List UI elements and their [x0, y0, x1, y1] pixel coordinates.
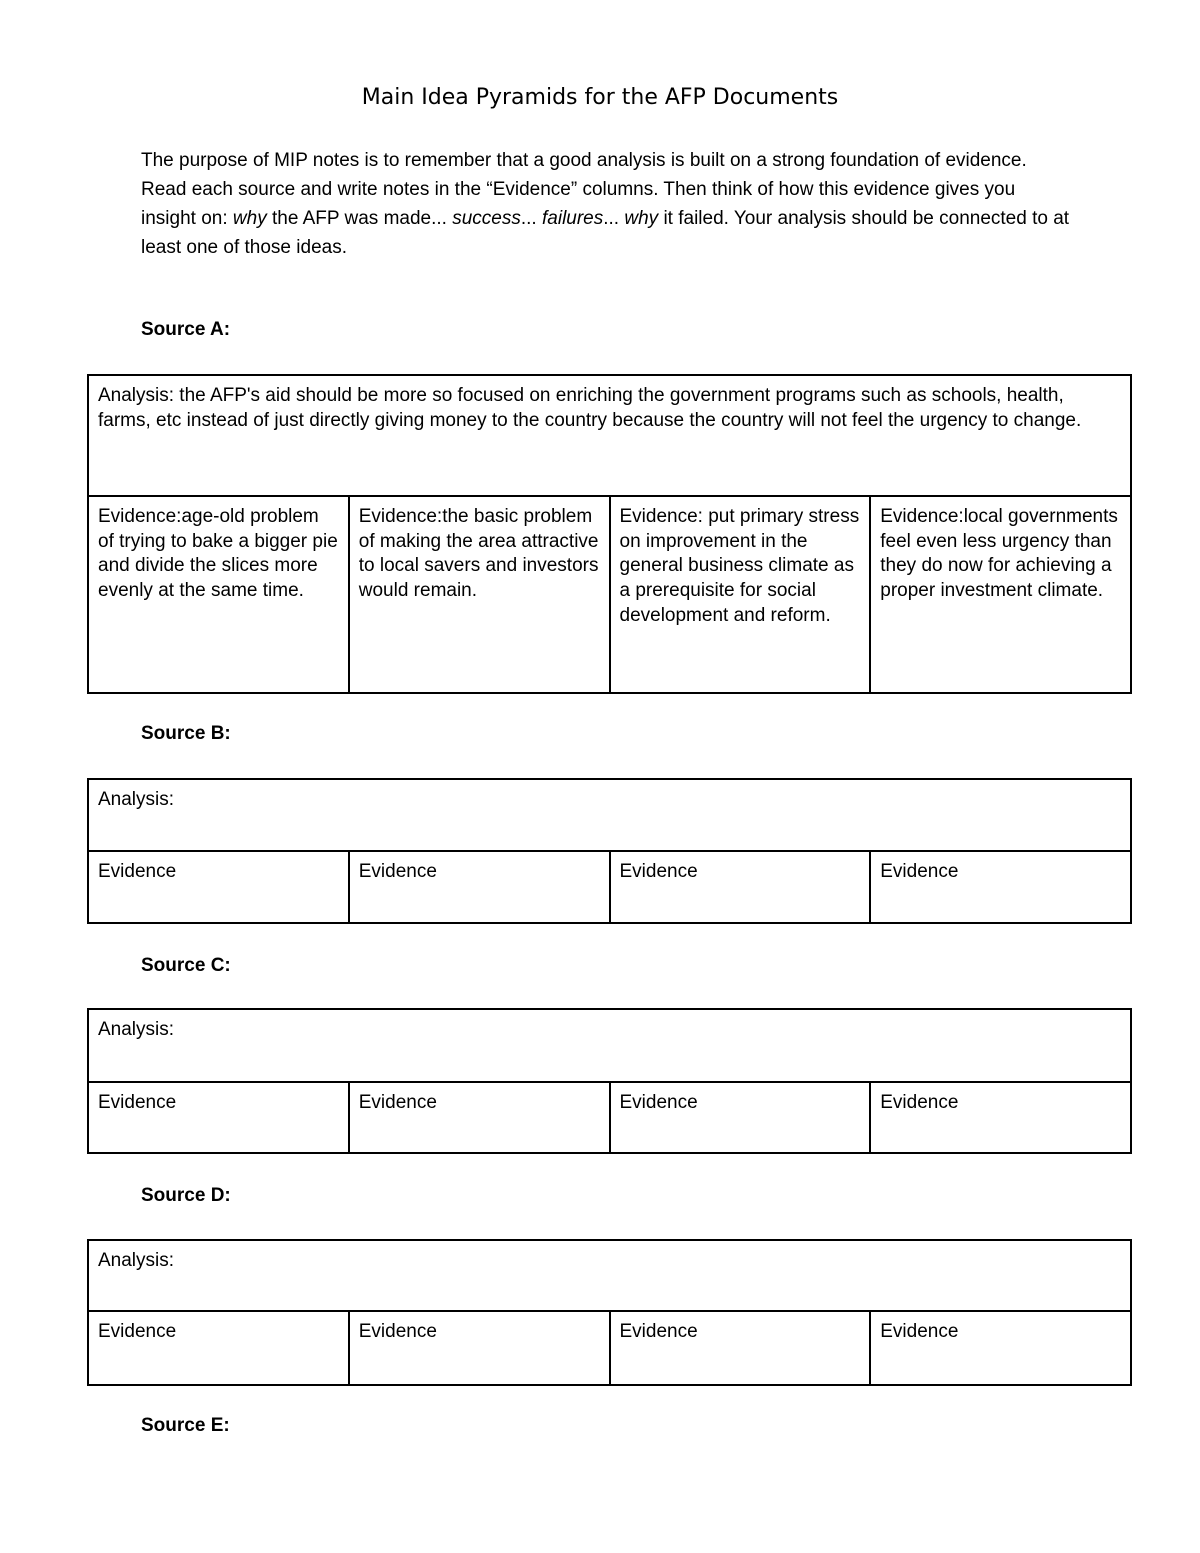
source-d-table	[87, 1239, 1132, 1386]
source-b-analysis[interactable]: Analysis:	[88, 779, 1131, 851]
intro-success: success	[452, 208, 521, 229]
source-a-evidence-4[interactable]: Evidence:local governments feel even less urgency than they do now for achieving a proper investment climate.	[870, 496, 1131, 693]
source-b-label: Source B:	[141, 723, 231, 744]
source-a-evidence-2[interactable]: Evidence:the basic problem of making the area attractive to local savers and investors would remain.	[349, 496, 610, 693]
source-a-evidence-1[interactable]: Evidence:age-old problem of trying to bake a bigger pie and divide the slices more evenly at the same time.	[88, 496, 349, 693]
source-b-evidence-2[interactable]: Evidence	[349, 851, 610, 923]
intro-why-1: why	[232, 208, 267, 229]
intro-text-3: ...	[520, 208, 542, 229]
source-a-evidence-3[interactable]: Evidence: put primary stress on improvement in the general business climate as a prerequisite for social development and reform.	[610, 496, 871, 693]
intro-why-2: why	[624, 208, 659, 229]
source-c-label: Source C:	[141, 955, 231, 976]
source-b-evidence-1[interactable]: Evidence	[88, 851, 349, 923]
source-e-label: Source E:	[141, 1415, 230, 1436]
source-a-label: Source A:	[141, 319, 231, 340]
intro-text-4: ...	[603, 208, 625, 229]
source-c-evidence-3[interactable]: Evidence	[610, 1082, 871, 1153]
page-title: Main Idea Pyramids for the AFP Documents	[361, 85, 839, 110]
source-d-evidence-3[interactable]: Evidence	[610, 1311, 871, 1385]
source-c-evidence-4[interactable]: Evidence	[870, 1082, 1131, 1153]
source-c-evidence-1[interactable]: Evidence	[88, 1082, 349, 1153]
source-d-analysis[interactable]: Analysis:	[88, 1240, 1131, 1311]
intro-failures: failures	[542, 208, 604, 229]
intro-paragraph	[141, 146, 1071, 262]
source-a-analysis[interactable]: Analysis: the AFP's aid should be more so focused on enriching the government programs such as schools, health, farms, etc instead of just directly giving money to the country because the country will not feel the urgency to change.	[88, 375, 1131, 496]
source-b-table	[87, 778, 1132, 924]
source-b-evidence-4[interactable]: Evidence	[870, 851, 1131, 923]
source-c-table	[87, 1008, 1132, 1154]
intro-text-1: The purpose of MIP notes is to remember that a good analysis is built on a strong foundation of evidence. Read each source and write notes in the “Evidence” columns. Then think of how this evidence gives you insight on:	[141, 150, 1027, 229]
source-c-analysis[interactable]: Analysis:	[88, 1009, 1131, 1082]
source-d-evidence-4[interactable]: Evidence	[870, 1311, 1131, 1385]
source-d-evidence-1[interactable]: Evidence	[88, 1311, 349, 1385]
source-c-evidence-2[interactable]: Evidence	[349, 1082, 610, 1153]
source-b-evidence-3[interactable]: Evidence	[610, 851, 871, 923]
intro-text-5: it failed. Your analysis should be connected to at least one of those ideas.	[141, 208, 1070, 258]
intro-text-2: the AFP was made...	[266, 208, 453, 229]
source-d-evidence-2[interactable]: Evidence	[349, 1311, 610, 1385]
source-a-table	[87, 374, 1132, 694]
source-d-label: Source D:	[141, 1185, 231, 1206]
